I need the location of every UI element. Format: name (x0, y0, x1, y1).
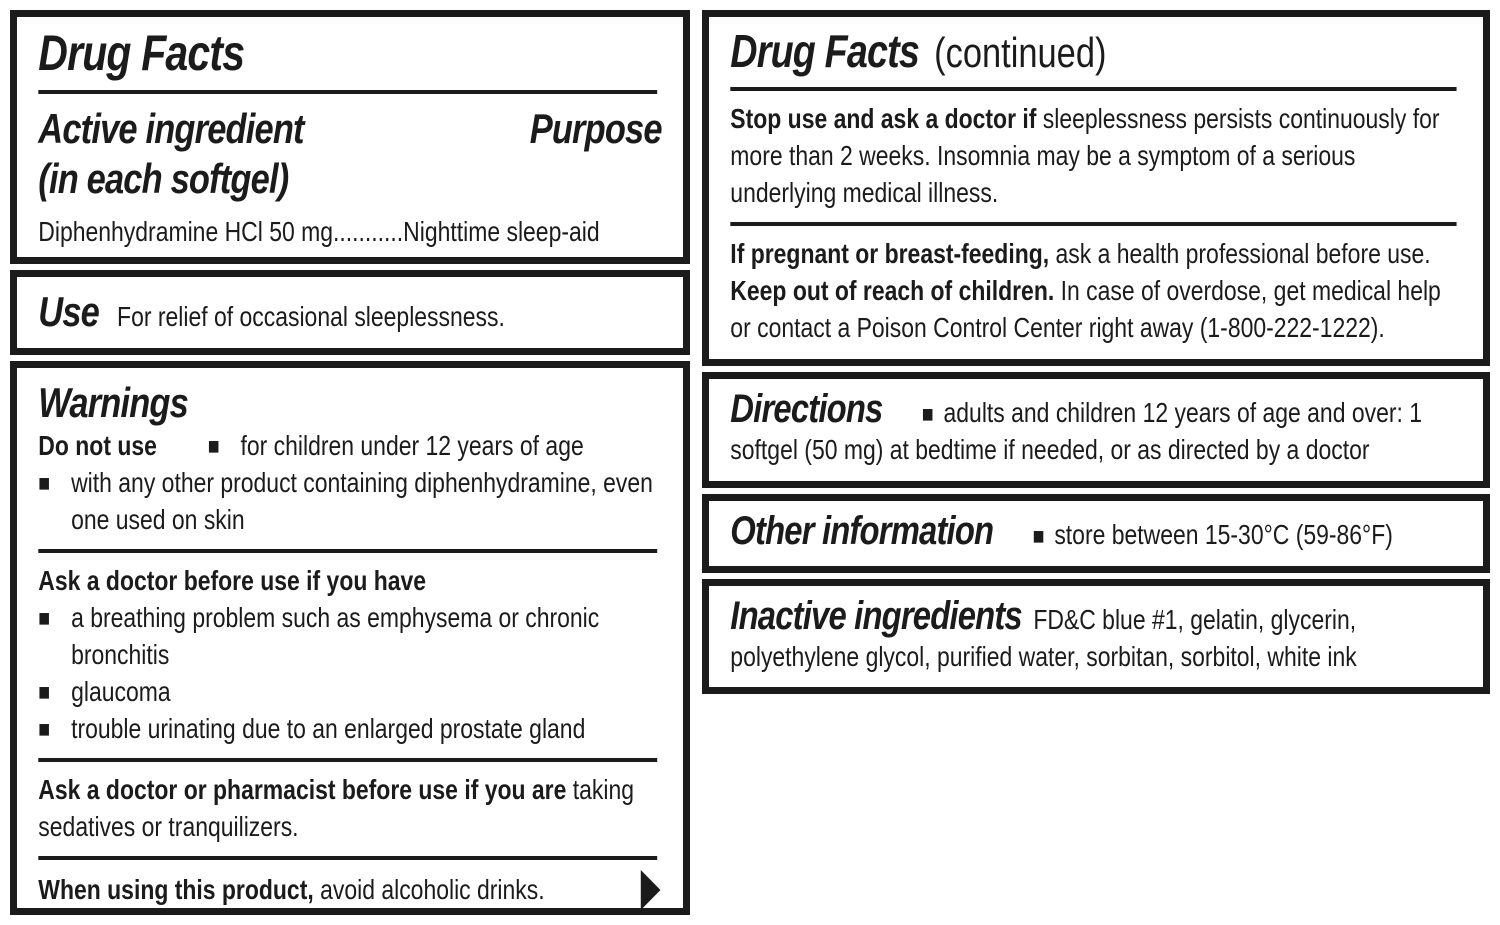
purpose-value: Nighttime sleep-aid (403, 216, 600, 248)
drug-facts-continued-title: Drug Facts (730, 25, 920, 77)
inactive-ingredients-heading: Inactive ingredients (730, 593, 1022, 638)
keep-out-lead: Keep out of reach of children. (730, 274, 1055, 306)
panel-inactive-ingredients (702, 579, 1490, 695)
active-ingredient-heading: Active ingredient (38, 104, 304, 152)
when-using-lead: When using this product, (38, 873, 314, 905)
warnings-heading: Warnings (38, 378, 188, 426)
directions-paragraph (730, 386, 1461, 469)
divider (730, 222, 1456, 226)
stop-use-text: sleeplessness persists continuously for more than 2 weeks. Insomnia may be a symptom of a serious underlying medical illness. (730, 103, 1440, 208)
do-not-use-bullet-1: for children under 12 years of age (240, 429, 584, 461)
ask-doctor-bullet-1: a breathing problem such as emphysema or chronic bronchitis (71, 601, 600, 670)
pregnant-paragraph (730, 236, 1461, 273)
ask-doctor-bullet-row (38, 711, 661, 748)
keep-out-text: In case of overdose, get medical help or contact a Poison Control Center right away (1-800-222-1222). (730, 274, 1441, 343)
continued-suffix: (continued) (934, 29, 1107, 76)
bullet-square-icon: ■ (38, 678, 51, 706)
inactive-ingredients-paragraph (730, 593, 1461, 676)
drug-facts-title: Drug Facts (38, 25, 245, 81)
divider (38, 549, 656, 553)
divider (38, 856, 656, 860)
panel-use (10, 270, 690, 355)
panel-warnings (10, 361, 690, 916)
ingredient-line (38, 214, 661, 251)
when-using-text: avoid alcoholic drinks. (320, 873, 545, 905)
stop-use-lead: Stop use and ask a doctor if (730, 103, 1037, 134)
do-not-use-bullet-row (38, 465, 661, 539)
directions-heading: Directions (730, 386, 883, 431)
when-using-line (38, 870, 661, 910)
other-information-paragraph (730, 508, 1461, 554)
bullet-square-icon: ■ (38, 470, 51, 498)
use-heading: Use (38, 287, 100, 335)
directions-text: adults and children 12 years of age and over: 1 softgel (50 mg) at bedtime if needed, or as directed by a doctor (730, 396, 1423, 465)
pregnant-lead: If pregnant or breast-feeding, (730, 237, 1050, 269)
panel-directions (702, 372, 1490, 488)
continued-title-line (730, 27, 1461, 77)
use-text: For relief of occasional sleeplessness. (117, 300, 505, 332)
ask-doctor-lead: Ask a doctor before use if you have (38, 564, 427, 596)
left-column (10, 10, 690, 915)
panel-drug-facts (10, 10, 690, 264)
ask-doctor-bullet-2: glaucoma (71, 675, 171, 707)
ask-doctor-bullet-3: trouble urinating due to an enlarged prostate gland (71, 713, 586, 745)
bullet-square-icon: ■ (1032, 522, 1045, 550)
other-information-heading: Other information (730, 508, 994, 553)
panel-other-information (702, 494, 1490, 573)
do-not-use-lead: Do not use (38, 429, 157, 461)
bullet-square-icon: ■ (38, 604, 51, 632)
other-information-text: store between 15-30°C (59-86°F) (1054, 518, 1393, 550)
ask-doctor-bullet-row (38, 600, 661, 674)
purpose-heading: Purpose (529, 104, 662, 152)
divider (38, 758, 656, 762)
ingredient-name: Diphenhydramine HCl 50 mg (38, 216, 334, 248)
ask-pharmacist-paragraph (38, 772, 661, 846)
ask-pharmacist-lead: Ask a doctor or pharmacist before use if you are (38, 774, 567, 806)
pregnant-text: ask a health professional before use. (1055, 237, 1431, 269)
bullet-square-icon: ■ (921, 400, 934, 428)
divider (38, 90, 656, 94)
active-ingredient-subheading: (in each softgel) (38, 154, 289, 202)
do-not-use-line (38, 428, 661, 465)
inactive-ingredients-text: FD&C blue #1, gelatin, glycerin, polyethylene glycol, purified water, sorbitan, sorbitol, white ink (730, 603, 1357, 672)
leader-dots: ........... (333, 216, 404, 248)
ask-pharmacist-text: taking sedatives or tranquilizers. (38, 774, 634, 843)
continued-arrow-icon (640, 870, 660, 910)
divider (730, 87, 1456, 91)
keep-out-paragraph (730, 273, 1461, 347)
bullet-square-icon: ■ (38, 716, 51, 744)
stop-use-paragraph (730, 101, 1461, 212)
do-not-use-bullet-2: with any other product containing diphenhydramine, even one used on skin (71, 467, 653, 536)
panel-drug-facts-continued (702, 10, 1490, 366)
ask-doctor-bullet-row (38, 674, 661, 711)
right-column (702, 10, 1490, 915)
bullet-square-icon: ■ (207, 432, 220, 460)
